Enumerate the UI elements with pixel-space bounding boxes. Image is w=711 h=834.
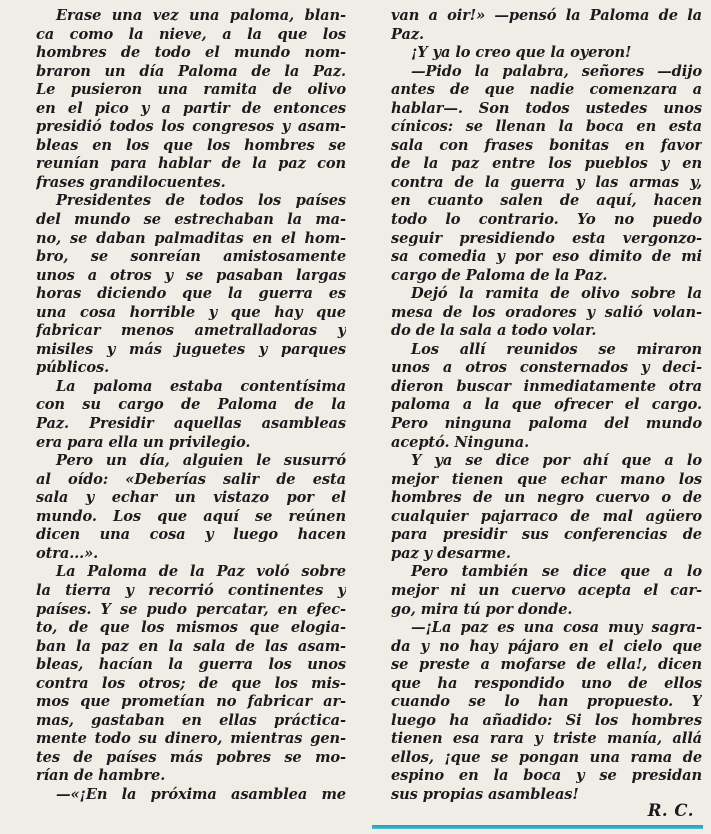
author-initials: R. C. (647, 801, 694, 820)
text-line: mente todo su dinero, mientras gen- (36, 730, 346, 748)
text-line: Pero también se dice que a lo (411, 563, 702, 581)
text-line: dicen una cosa y luego hacen (36, 526, 346, 544)
text-line: sala con frases bonitas en favor (391, 136, 702, 154)
text-line: Pero un día, alguien le susurró (56, 452, 346, 470)
text-column-left (36, 7, 346, 805)
text-line: bleas en los que los hombres se (36, 136, 346, 154)
text-line: horas diciendo que la guerra es (36, 285, 346, 303)
text-line: unos a otros y se pasaban largas (36, 266, 346, 284)
text-line: no, se daban palmaditas en el hom- (36, 229, 346, 247)
text-line: —¡La paz es una cosa muy sagra- (411, 619, 702, 637)
text-line: presidió todos los congresos y asam- (36, 118, 346, 136)
text-line: cualquier pajarraco de mal agüero (391, 507, 702, 525)
text-line: do de la sala a todo volar. (391, 322, 597, 340)
text-line: unos a otros consternados y deci- (391, 359, 702, 377)
text-line: mos que prometían no fabricar ar- (36, 693, 346, 711)
text-line: en cuanto salen de aquí, hacen (391, 192, 702, 210)
text-line: Los allí reunidos se miraron (411, 340, 702, 358)
text-line: hombres de un negro cuervo o de (391, 489, 702, 507)
text-line: fabricar menos ametralladoras y (36, 322, 346, 340)
text-line: go, mira tú por donde. (391, 600, 573, 618)
text-line: contra los otros; de que los mis- (36, 674, 346, 692)
text-line: aceptó. Ninguna. (391, 433, 530, 451)
text-line: sa comedia y por eso dimito de mi (391, 248, 702, 266)
text-line: públicos. (36, 359, 110, 377)
text-line: Dejó la ramita de olivo sobre la (411, 285, 702, 303)
text-line: Presidentes de todos los países (56, 192, 346, 210)
text-line: ellos, ¡que se pongan una rama de (391, 748, 702, 766)
text-line: Paz. Presidir aquellas asambleas (36, 415, 346, 433)
text-line: mundo. Los que aquí se reúnen (36, 507, 346, 525)
text-line: braron un día Paloma de la Paz. (36, 62, 346, 80)
text-line: antes de que nadie comenzara a (391, 81, 702, 99)
text-line: misiles y más juguetes y parques (36, 340, 346, 358)
text-line: que ha respondido uno de ellos (391, 674, 702, 692)
text-line: tes de países más pobres se mo- (36, 748, 346, 766)
text-line: contra de la guerra y las armas y, (391, 173, 702, 191)
text-line: al oído: «Deberías salir de esta (36, 470, 346, 488)
text-line: de la paz entre los pueblos y en (391, 155, 702, 173)
text-line: cuando se lo han propuesto. Y (391, 693, 702, 711)
text-line: dieron buscar inmediatamente otra (391, 377, 702, 395)
text-line: tienen esa rara y triste manía, allá (391, 730, 702, 748)
text-line: ¡Y ya lo creo que la oyeron! (411, 44, 632, 62)
text-line: mejor tienen que echar mano los (391, 470, 702, 488)
text-line: —Pido la palabra, señores —dijo (411, 62, 702, 80)
text-line: para presidir sus conferencias de (391, 526, 702, 544)
text-line: Y ya se dice por ahí que a lo (411, 452, 702, 470)
text-line: ca como la nieve, a la que los (36, 25, 346, 43)
text-line: en el pico y a partir de entonces (36, 99, 346, 117)
text-line: da y no hay pájaro en el cielo que (391, 637, 702, 655)
text-line: espino en la boca y se presidan (391, 767, 702, 785)
text-line: seguir presidiendo esta vergonzo- (391, 229, 702, 247)
text-line: hablar—. Son todos ustedes unos (391, 99, 702, 117)
text-line: ban la paz en la sala de las asam- (36, 637, 346, 655)
text-line: La Paloma de la Paz voló sobre (56, 563, 346, 581)
text-line: Paz. (391, 25, 425, 43)
text-line: bro, se sonreían amistosamente (36, 248, 346, 266)
text-line: bleas, hacían la guerra los unos (36, 656, 346, 674)
text-line: rían de hambre. (36, 767, 166, 785)
text-line: sala y echar un vistazo por el (36, 489, 346, 507)
text-line: van a oir!» —pensó la Paloma de la (391, 7, 702, 24)
text-line: cínicos: se llenan la boca en esta (391, 118, 702, 136)
text-line: era para ella un privilegio. (36, 433, 251, 451)
text-line: mas, gastaban en ellas práctica- (36, 711, 346, 729)
text-line: sus propias asambleas! (391, 785, 579, 803)
bottom-accent-rule (372, 825, 703, 829)
text-line: del mundo se estrechaban la ma- (36, 211, 346, 229)
text-line: Erase una vez una paloma, blan- (56, 7, 346, 24)
text-line: la tierra y recorrió continentes y (36, 581, 346, 599)
text-line: to, de que los mismos que elogia- (36, 619, 346, 637)
text-line: Le pusieron una ramita de olivo (36, 81, 346, 99)
text-line: cargo de Paloma de la Paz. (391, 266, 608, 284)
text-line: con su cargo de Paloma de la (36, 396, 346, 414)
text-line: reunían para hablar de la paz con (36, 155, 346, 173)
text-line: paloma a la que ofrecer el cargo. (391, 396, 702, 414)
text-line: hombres de todo el mundo nom- (36, 44, 346, 62)
text-line: luego ha añadido: Si los hombres (391, 711, 702, 729)
text-line: Pero ninguna paloma del mundo (391, 415, 702, 433)
text-line: mejor ni un cuervo acepta el car- (391, 581, 702, 599)
text-line: frases grandilocuentes. (36, 173, 226, 191)
text-line: La paloma estaba contentísima (56, 377, 346, 395)
text-line: se preste a mofarse de ella!, dicen (391, 656, 702, 674)
text-line: mesa de los oradores y salió volan- (391, 303, 702, 321)
text-line: paz y desarme. (391, 544, 511, 562)
text-line: una cosa horrible y que hay que (36, 303, 346, 321)
text-line: todo lo contrario. Yo no puedo (391, 211, 702, 229)
text-column-right (391, 7, 702, 805)
text-line: —«¡En la próxima asamblea me (56, 785, 346, 803)
text-line: países. Y se pudo percatar, en efec- (36, 600, 346, 618)
text-line: otra...». (36, 544, 99, 562)
